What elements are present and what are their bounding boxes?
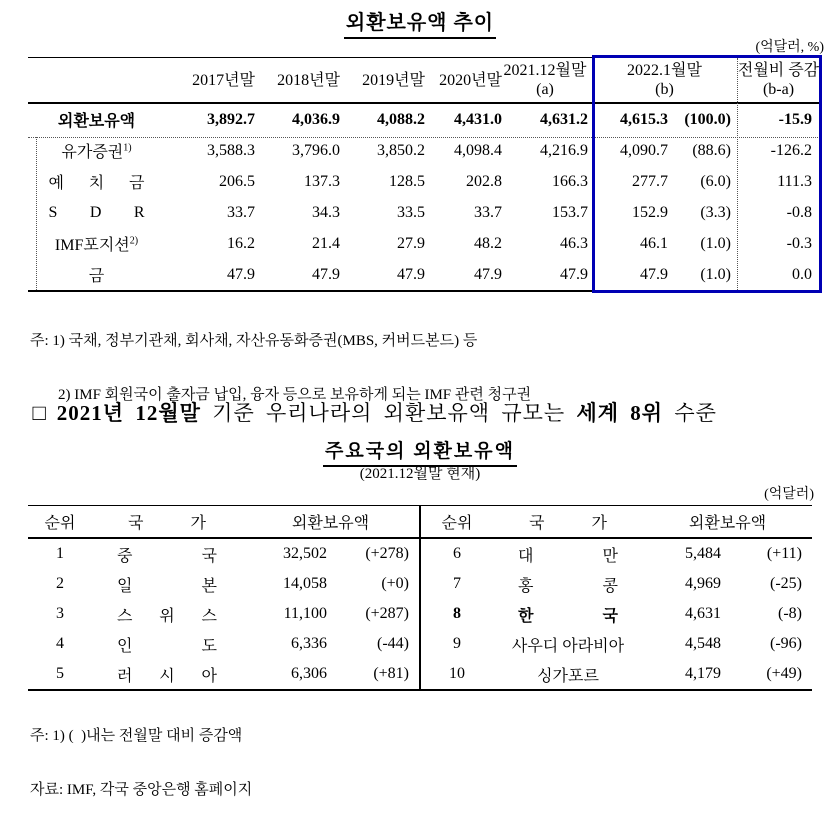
table-row-deposits xyxy=(28,166,820,197)
major-table-left-half xyxy=(28,506,419,689)
header-2019-label: 2019년말 xyxy=(362,71,425,89)
trend-table-body xyxy=(28,104,820,290)
cell-highlight: 4,090.7 (88.6) xyxy=(620,141,731,159)
header-2020-label: 2020년말 xyxy=(439,71,502,89)
cell: 34.3 xyxy=(312,203,340,221)
unit-note-top: (억달러, %) xyxy=(755,40,824,55)
row-label: 예 치 금 xyxy=(48,175,145,192)
cell-value: 4,548 xyxy=(685,635,721,652)
cell: 16.2 xyxy=(227,234,255,252)
cell: 47.9 xyxy=(227,265,255,283)
row-label: 금 xyxy=(88,268,105,285)
cell-value: 4,179 xyxy=(685,665,721,682)
cell-value: 11,100 xyxy=(283,605,327,622)
cell: 33.5 xyxy=(397,203,425,221)
row-label: IMF포지션$^{2)}$ xyxy=(54,235,139,254)
cell-country: 싱가포르 xyxy=(537,667,599,685)
header-2017 xyxy=(165,58,255,102)
cell-country: 대 만 xyxy=(518,547,618,565)
cell: 47.9 xyxy=(474,265,502,283)
cell-value: 14,058 xyxy=(283,575,327,592)
cell-value: 5,484 xyxy=(685,545,721,562)
cell-highlight: 152.9 (3.3) xyxy=(632,203,731,221)
note-line: 자료: IMF, 각국 중앙은행 홈페이지 xyxy=(30,782,253,798)
trend-table-header-row xyxy=(28,58,820,104)
table-row xyxy=(421,659,812,689)
cell-country: 한 국 xyxy=(518,607,618,625)
row-label: 외환보유액 xyxy=(57,113,136,130)
cell-change: (-44) xyxy=(377,635,409,652)
table-row-total xyxy=(28,104,820,135)
footnote-marker: 2) xyxy=(129,235,139,247)
table-row xyxy=(28,569,419,599)
cell-highlight: 46.1 (1.0) xyxy=(640,234,731,252)
cell: 47.9 xyxy=(397,265,425,283)
table-row-securities xyxy=(28,135,820,166)
cell: 4,036.9 xyxy=(292,110,340,128)
table-row xyxy=(28,599,419,629)
cell-highlight: 277.7 (6.0) xyxy=(632,172,731,190)
cell-change: -126.2 xyxy=(770,141,812,159)
cell: 128.5 xyxy=(389,172,425,190)
cell-rank: 1 xyxy=(56,545,64,562)
cell: 48.2 xyxy=(474,234,502,252)
cell-highlight: 4,615.3 (100.0) xyxy=(620,110,731,128)
header-2021-a xyxy=(502,58,592,102)
dotted-divider-left xyxy=(36,137,37,290)
cell-change: (+278) xyxy=(365,545,409,562)
key-statement xyxy=(10,368,830,428)
major-table-right-half xyxy=(419,506,812,689)
statement-bold-date: 2021년 12월말 xyxy=(56,401,201,425)
cell: 206.5 xyxy=(219,172,255,190)
cell: 4,098.4 xyxy=(454,141,502,159)
header-2018-label: 2018년말 xyxy=(277,71,340,89)
cell-rank: 10 xyxy=(449,665,465,682)
header-2022-label: 2022.1월말 xyxy=(627,62,702,79)
header-country: 국 가 xyxy=(128,515,206,532)
header-change-sub: (b-a) xyxy=(762,81,795,98)
unit-note-bottom: (억달러) xyxy=(764,487,814,502)
cell-rank: 3 xyxy=(56,605,64,622)
dotted-divider-horizontal xyxy=(28,137,820,138)
fx-reserves-trend-table xyxy=(28,57,820,292)
cell: 166.3 xyxy=(552,172,588,190)
header-2018 xyxy=(255,58,340,102)
cell-rank: 4 xyxy=(56,635,64,652)
major-table-notes xyxy=(30,691,252,817)
page-title-text: 외환보유액 추이 xyxy=(344,6,496,39)
note-line: 주: 1) 국채, 정부기관채, 회사채, 자산유동화증권(MBS, 커버드본드) 등 xyxy=(30,333,478,349)
cell-change: (-25) xyxy=(770,575,802,592)
cell-change: (+11) xyxy=(766,545,802,562)
cell-country: 홍 콩 xyxy=(518,577,618,595)
header-2020 xyxy=(425,58,502,102)
cell-country: 중 국 xyxy=(117,547,217,565)
cell: 137.3 xyxy=(304,172,340,190)
cell: 3,850.2 xyxy=(377,141,425,159)
cell-rank: 8 xyxy=(453,605,461,622)
table-row-korea xyxy=(421,599,812,629)
table-row-gold xyxy=(28,259,820,290)
statement-text: 기준 우리나라의 외환보유액 규모는 xyxy=(200,401,577,425)
header-2021-sub: (a) xyxy=(536,81,554,98)
header-rank: 순위 xyxy=(441,515,473,532)
cell: 153.7 xyxy=(552,203,588,221)
page-title xyxy=(0,6,840,39)
cell-country: 러 시 아 xyxy=(117,667,217,685)
cell: 3,892.7 xyxy=(207,110,255,128)
header-reserves: 외환보유액 xyxy=(688,515,767,532)
table-row xyxy=(421,569,812,599)
cell-country: 일 본 xyxy=(117,577,217,595)
cell-value: 6,336 xyxy=(291,635,327,652)
cell-rank: 6 xyxy=(453,545,461,562)
cell: 33.7 xyxy=(227,203,255,221)
footnote-marker: 1) xyxy=(123,142,132,154)
cell-country: 스 위 스 xyxy=(117,607,217,625)
cell: 46.3 xyxy=(560,234,588,252)
dotted-divider-columns xyxy=(737,58,738,290)
table-row xyxy=(28,539,419,569)
cell-country: 사우디 아라비아 xyxy=(511,637,625,655)
cell-highlight: 47.9 (1.0) xyxy=(640,265,731,283)
cell-change: (+0) xyxy=(381,575,409,592)
cell-change: (+49) xyxy=(766,665,802,682)
cell: 202.8 xyxy=(466,172,502,190)
header-2019 xyxy=(340,58,425,102)
header-2022-b xyxy=(592,58,737,102)
square-bullet-icon: □ xyxy=(32,400,47,425)
header-2021-label: 2021.12월말 xyxy=(503,62,587,79)
cell: 4,216.9 xyxy=(540,141,588,159)
cell-rank: 9 xyxy=(453,635,461,652)
cell: 4,431.0 xyxy=(454,110,502,128)
header-reserves: 외환보유액 xyxy=(291,515,370,532)
header-change xyxy=(737,58,820,102)
cell-change: -0.3 xyxy=(786,234,812,252)
cell-change: (+287) xyxy=(365,605,409,622)
table-row-sdr xyxy=(28,197,820,228)
cell-change: -0.8 xyxy=(786,203,812,221)
note-line: 주: 1) ( )내는 전월말 대비 증감액 xyxy=(30,728,243,744)
row-label: 유가증권$^{1)}$ xyxy=(61,142,132,161)
cell: 4,088.2 xyxy=(377,110,425,128)
cell-country: 인 도 xyxy=(117,637,217,655)
table-row xyxy=(421,629,812,659)
statement-bold-rank: 세계 8위 xyxy=(576,401,664,425)
header-country: 국 가 xyxy=(529,515,607,532)
header-2017-label: 2017년말 xyxy=(192,71,255,89)
row-label: S D R xyxy=(48,203,145,221)
major-countries-table xyxy=(28,505,812,691)
cell-change: (-8) xyxy=(778,605,802,622)
cell-value: 4,969 xyxy=(685,575,721,592)
table-header-row xyxy=(421,506,812,539)
cell-value: 6,306 xyxy=(291,665,327,682)
cell-value: 32,502 xyxy=(283,545,327,562)
statement-text: 수준 xyxy=(663,401,717,425)
cell-change: (+81) xyxy=(373,665,409,682)
table-row-imf-position xyxy=(28,228,820,259)
major-table-subtitle: (2021.12월말 현재) xyxy=(359,466,481,482)
table-row xyxy=(421,539,812,569)
cell: 47.9 xyxy=(312,265,340,283)
header-rank: 순위 xyxy=(44,515,76,532)
major-table-title-text: 주요국의 외환보유액 xyxy=(323,436,517,467)
cell-value: 4,631 xyxy=(685,605,721,622)
cell-rank: 5 xyxy=(56,665,64,682)
cell: 3,588.3 xyxy=(207,141,255,159)
cell-change: 111.3 xyxy=(777,172,812,190)
cell: 47.9 xyxy=(560,265,588,283)
cell-rank: 2 xyxy=(56,575,64,592)
cell: 3,796.0 xyxy=(292,141,340,159)
note-line: 2) IMF 회원국이 출자금 납입, 융자 등으로 보유하게 되는 IMF 관련 청구권 xyxy=(58,387,532,403)
cell-change: -15.9 xyxy=(778,110,812,128)
table-row xyxy=(28,629,419,659)
header-empty-cell xyxy=(28,58,165,102)
cell: 4,631.2 xyxy=(540,110,588,128)
cell-rank: 7 xyxy=(453,575,461,592)
cell-change: (-96) xyxy=(770,635,802,652)
header-change-label: 전월비 증감 xyxy=(737,62,820,79)
cell-change: 0.0 xyxy=(792,265,812,283)
table-row xyxy=(28,659,419,689)
cell: 27.9 xyxy=(397,234,425,252)
cell: 21.4 xyxy=(312,234,340,252)
header-2022-sub: (b) xyxy=(655,81,674,98)
table-header-row xyxy=(28,506,419,539)
cell: 33.7 xyxy=(474,203,502,221)
